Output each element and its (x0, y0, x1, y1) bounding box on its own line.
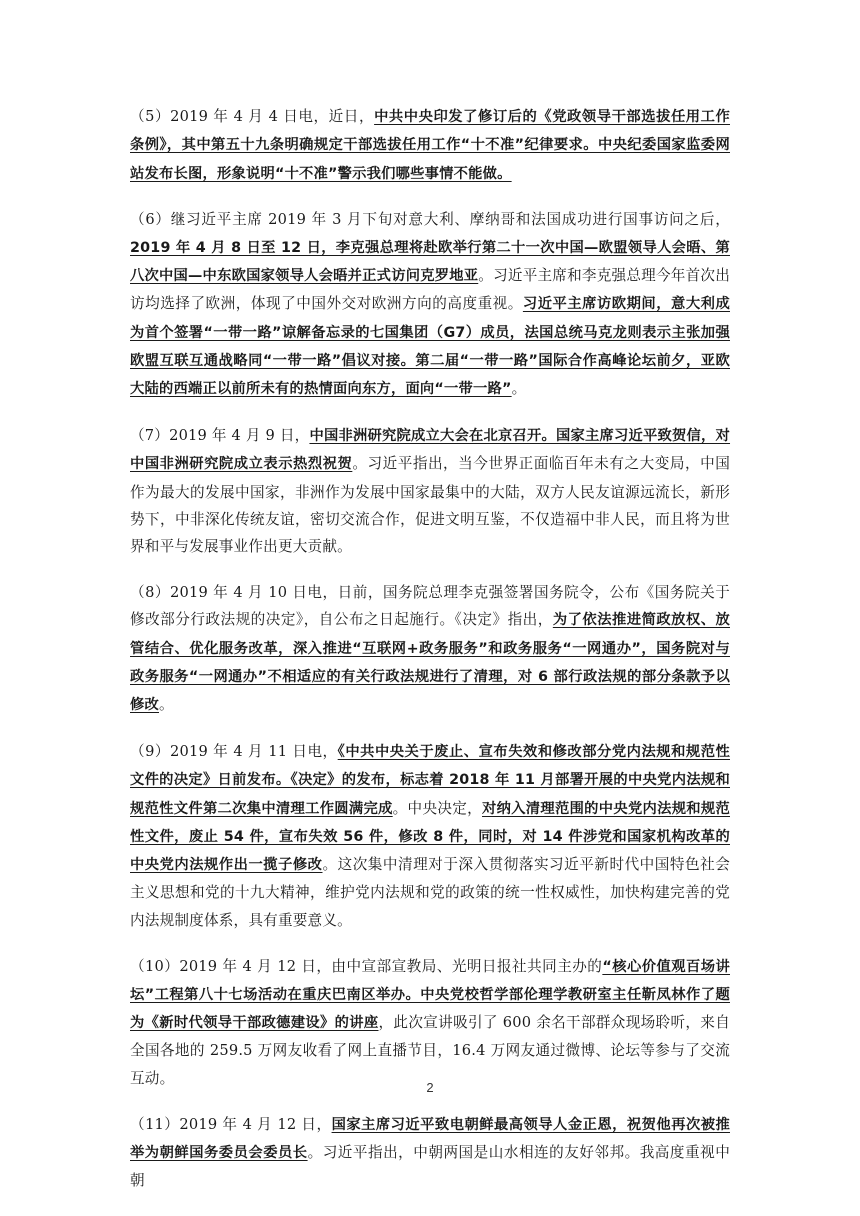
paragraph-10 (130, 953, 730, 1092)
paragraph-5 (130, 103, 730, 188)
emphasized-text-run: 《中共中央关于废止、宣布失效和修改部分党内法规和规范性文件的决定》日前发布。 (130, 743, 730, 789)
text-run: 。中央决定， (392, 799, 483, 817)
emphasized-text-run: 为了依法推进简政放权、放管结合、优化服务改革，深入推进“互联网+政务服务”和政务服务“一网通办”，国务院对与政务服务“一网通办”不相适应的有关行政法规进行了清理，对 6 部行政法规的部分条款予以修改 (130, 612, 730, 714)
paragraph-8 (130, 579, 730, 719)
paragraph-6 (130, 206, 730, 403)
text-run: （5）2019 年 4 月 4 日电，近日， (130, 108, 375, 125)
paragraph-9 (130, 738, 730, 934)
emphasized-text-run: 2019 年 4 月 8 日至 12 日，李克强总理将赴欧举行第二十一次中国—欧盟领导人会晤、第八次中国—中东欧国家领导人会晤并正式访问克罗地亚 (130, 239, 730, 284)
emphasized-text-run: 习近平主席访欧期间，意大利成为首个签署“一带一路”谅解备忘录的七国集团（G7）成员，法国总统马克龙则表示主张加强欧盟互联互通战略同“一带一路”倡议对接。第二届“一带一路”国际合作高峰论坛前夕，亚欧大陆的西端正以前所未有的热情面向东方，面向“一带一路” (130, 296, 730, 398)
text-run: （8）2019 年 4 月 10 日电，日前，国务院总理李克强签署国务院令，公布《国务院关于修改部分行政法规的决定》，自公布之日起施行。《决定》指出， (130, 583, 730, 629)
text-run: 。 (159, 696, 174, 714)
paragraph-11 (130, 1111, 730, 1195)
text-run: （11）2019 年 4 月 12 日， (130, 1115, 332, 1133)
emphasized-text-run: 国家主席习近平致电朝鲜最高领导人金正恩，祝贺他再次被推举为朝鲜国务委员会委员长 (130, 1116, 730, 1161)
text-run: ，此次宣讲吸引了 600 余名干部群众现场聆听，来自全国各地的 259.5 万网友收看了网上直播节目，16.4 万网友通过微博、论坛等参与了交流互动。 (130, 1014, 730, 1087)
paragraph-7 (130, 422, 730, 560)
text-run: （7）2019 年 4 月 9 日， (130, 426, 310, 444)
text-run: 。这次集中清理对于深入贯彻落实习近平新时代中国特色社会主义思想和党的十九大精神，维护党内法规和党的政策的统一性权威性，加快构建完善的党内法规制度体系，具有重要意义。 (130, 856, 730, 929)
page-number: 2 (426, 1080, 434, 1095)
text-run: 。习近平指出，中朝两国是山水相连的友好邻邦。我高度重视中朝 (130, 1143, 730, 1190)
emphasized-text-run: 中国非洲研究院成立大会在北京召开。国家主席习近平致贺信，对中国非洲研究院成立表示热烈祝贺 (130, 427, 731, 473)
text-run: 。习近平主席和李克强总理今年首次出访均选择了欧洲，体现了中国外交对欧洲方向的高度重视。 (130, 266, 730, 313)
text-run: （9）2019 年 4 月 11 日电， (130, 742, 338, 760)
text-run: 。习近平指出，当今世界正面临百年未有之大变局，中国作为最大的发展中国家，非洲作为发展中国家最集中的大陆，双方人民友谊源远流长，新形势下，中非深化传统友谊，密切交流合作，促进文明互鉴，不仅造福中非人民，而且将为世界和平与发展事业作出更大贡献。 (130, 455, 730, 556)
document-body (130, 103, 730, 1213)
emphasized-text-run: 对纳入清理范围的中央党内法规和规范性文件，废止 54 件，宣布失效 56 件，修改 8 件，同时，对 14 件涉党和国家机构改革的中央党内法规作出一揽子修改 (130, 800, 730, 874)
emphasized-text-run: 中共中央印发了修订后的《党政领导干部选拔任用工作条例》，其中第五十九条明确规定干部选拔任用工作“十不准”纪律要求。中央纪委国家监委网站发布长图，形象说明“十不准”警示我们哪些事情不能做。 (130, 109, 730, 182)
emphasized-text-run: 《决定》的发布，标志着 2018 年 11 月部署开展的中央党内法规和规范性文件第二次集中清理工作圆满完成 (130, 772, 730, 817)
text-run: （10）2019 年 4 月 12 日，由中宣部宣教局、光明日报社共同主办的 (130, 957, 603, 975)
text-run: 。 (511, 380, 527, 398)
text-run: （6）继习近平主席 2019 年 3 月下旬对意大利、摩纳哥和法国成功进行国事访问之后， (130, 211, 730, 229)
emphasized-text-run: “核心价值观百场讲坛”工程第八十七场活动在重庆巴南区举办。中央党校哲学部伦理学教研室主任靳凤林作了题为《新时代领导干部政德建设》的讲座 (130, 958, 730, 1032)
